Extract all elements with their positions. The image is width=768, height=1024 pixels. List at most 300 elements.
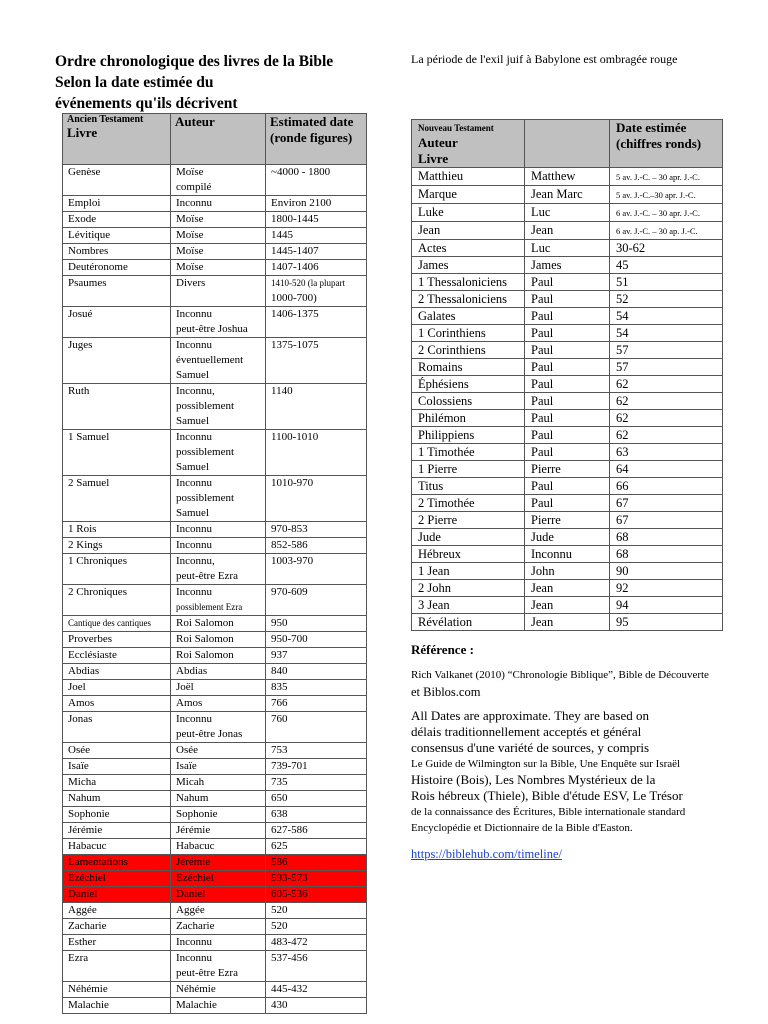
- date-cell: [610, 529, 723, 546]
- date-text: 90: [616, 564, 629, 578]
- date-cell: [266, 196, 367, 212]
- table-row: [63, 260, 367, 276]
- date-cell: [266, 855, 367, 871]
- author-cell: [171, 384, 266, 430]
- book-cell: [63, 998, 171, 1014]
- book-cell: [63, 823, 171, 839]
- table-row: [63, 228, 367, 244]
- book-cell: [412, 427, 525, 444]
- book-text: Proverbes: [68, 633, 112, 645]
- date-text: 1406-1375: [271, 308, 319, 320]
- book-text: Jean: [418, 223, 441, 237]
- book-text: Titus: [418, 479, 444, 493]
- book-text: 2 Samuel: [68, 477, 110, 489]
- date-text: 64: [616, 462, 629, 476]
- date-cell: [266, 338, 367, 384]
- date-cell: [610, 359, 723, 376]
- author-text: possiblement Ezra: [176, 602, 243, 612]
- date-text: 57: [616, 360, 629, 374]
- author-text: Paul: [531, 360, 554, 374]
- notes-line: All Dates are approximate. They are based on: [411, 708, 649, 723]
- author-cell: [171, 212, 266, 228]
- author-text: Inconnu,: [176, 385, 215, 397]
- date-text: 62: [616, 377, 629, 391]
- title-line: événements qu'ils décrivent: [55, 95, 238, 112]
- date-cell: [610, 222, 723, 240]
- author-text: possiblement: [176, 492, 235, 504]
- header-author: [525, 120, 610, 168]
- date-cell: [266, 538, 367, 554]
- book-text: Marque: [418, 187, 457, 201]
- notes-line: Le Guide de Wilmington sur la Bible, Une Enquête sur Israël: [411, 758, 681, 770]
- date-text: 1140: [271, 385, 293, 397]
- book-text: Micha: [68, 776, 97, 788]
- date-cell: [266, 919, 367, 935]
- date-text: 62: [616, 428, 629, 442]
- book-cell: [63, 632, 171, 648]
- author-text: éventuellement: [176, 354, 244, 366]
- table-row: [412, 444, 723, 461]
- date-cell: [266, 244, 367, 260]
- book-cell: [63, 585, 171, 616]
- table-row: [412, 546, 723, 563]
- header-author-label: Auteur: [175, 114, 215, 129]
- date-cell: [610, 168, 723, 186]
- book-text: Luke: [418, 205, 444, 219]
- book-text: 1 Timothée: [418, 445, 475, 459]
- author-text: Paul: [531, 292, 554, 306]
- book-cell: [412, 240, 525, 257]
- book-text: Esther: [68, 936, 97, 948]
- author-text: Paul: [531, 343, 554, 357]
- book-text: Ruth: [68, 385, 90, 397]
- date-cell: [266, 554, 367, 585]
- date-cell: [610, 580, 723, 597]
- table-row: [63, 680, 367, 696]
- table-row: [412, 274, 723, 291]
- author-text: Paul: [531, 309, 554, 323]
- table-row: [63, 648, 367, 664]
- author-cell: [171, 260, 266, 276]
- author-text: Inconnu: [176, 539, 213, 551]
- author-text: Inconnu: [176, 586, 213, 598]
- book-text: Sophonie: [68, 808, 110, 820]
- author-text: Abdias: [176, 665, 208, 677]
- author-text: compilé: [176, 181, 212, 193]
- table-row: [63, 743, 367, 759]
- author-cell: [525, 291, 610, 308]
- date-cell: [266, 743, 367, 759]
- book-cell: [63, 616, 171, 632]
- date-cell: [266, 276, 367, 307]
- book-text: 2 Corinthiens: [418, 343, 486, 357]
- author-cell: [171, 165, 266, 196]
- author-cell: [171, 632, 266, 648]
- table-row: [63, 903, 367, 919]
- book-text: Josué: [68, 308, 93, 320]
- book-text: 2 Thessaloniciens: [418, 292, 507, 306]
- author-text: Zacharie: [176, 920, 215, 932]
- date-cell: [266, 228, 367, 244]
- date-text: 1100-1010: [271, 431, 319, 443]
- author-cell: [171, 823, 266, 839]
- book-text: Jude: [418, 530, 441, 544]
- table-row: [63, 696, 367, 712]
- date-text: 586: [271, 856, 288, 868]
- header-date-label: Date estimée (chiffres ronds): [616, 120, 702, 151]
- date-text: 638: [271, 808, 288, 820]
- date-cell: [266, 951, 367, 982]
- book-text: Jonas: [68, 713, 93, 725]
- book-text: Actes: [418, 241, 447, 255]
- date-cell: [266, 712, 367, 743]
- date-cell: [266, 165, 367, 196]
- book-cell: [63, 538, 171, 554]
- date-text: 54: [616, 309, 629, 323]
- table-row: [412, 512, 723, 529]
- book-cell: [412, 168, 525, 186]
- author-text: Moïse: [176, 166, 204, 178]
- table-row: [412, 529, 723, 546]
- timeline-link[interactable]: https://biblehub.com/timeline/: [411, 847, 563, 861]
- author-cell: [171, 585, 266, 616]
- author-cell: [171, 951, 266, 982]
- date-text: 605-536: [271, 888, 308, 900]
- author-cell: [171, 244, 266, 260]
- date-text: 1407-1406: [271, 261, 319, 273]
- book-cell: [412, 393, 525, 410]
- author-text: Joël: [176, 681, 194, 693]
- table-row: [63, 338, 367, 384]
- author-cell: [525, 393, 610, 410]
- notes-line: consensus d'une variété de sources, y compris: [411, 740, 650, 755]
- date-text: 1375-1075: [271, 339, 319, 351]
- header-date: [266, 114, 367, 165]
- book-cell: [412, 342, 525, 359]
- book-cell: [63, 212, 171, 228]
- date-cell: [610, 342, 723, 359]
- author-text: Aggée: [176, 904, 205, 916]
- header-book: [412, 120, 525, 168]
- date-text: 445-432: [271, 983, 308, 995]
- author-text: Roi Salomon: [176, 633, 234, 645]
- author-text: Divers: [176, 277, 206, 289]
- book-cell: [63, 839, 171, 855]
- date-text: 95: [616, 615, 629, 629]
- book-text: Aggée: [68, 904, 97, 916]
- book-text: 1 Chroniques: [68, 555, 127, 567]
- book-text: Habacuc: [68, 840, 107, 852]
- table-row: [412, 427, 723, 444]
- author-cell: [525, 222, 610, 240]
- date-text: 62: [616, 411, 629, 425]
- date-cell: [610, 410, 723, 427]
- author-text: Inconnu: [531, 547, 572, 561]
- author-text: Paul: [531, 326, 554, 340]
- new-testament-table: [411, 119, 723, 631]
- book-cell: [63, 887, 171, 903]
- title-line: Ordre chronologique des livres de la Bible: [55, 53, 334, 70]
- book-cell: [412, 529, 525, 546]
- book-cell: [412, 308, 525, 325]
- author-cell: [525, 427, 610, 444]
- date-cell: [266, 887, 367, 903]
- table-row: [63, 384, 367, 430]
- reference-heading: Référence :: [411, 642, 474, 657]
- date-cell: [266, 260, 367, 276]
- book-text: Amos: [68, 697, 95, 709]
- author-text: Samuel: [176, 369, 209, 381]
- author-cell: [525, 257, 610, 274]
- author-text: Sophonie: [176, 808, 218, 820]
- author-text: Matthew: [531, 169, 576, 183]
- author-text: Paul: [531, 479, 554, 493]
- date-cell: [266, 632, 367, 648]
- book-text: Lamentations: [68, 856, 128, 868]
- author-cell: [525, 376, 610, 393]
- author-cell: [171, 696, 266, 712]
- author-text: Inconnu: [176, 952, 213, 964]
- date-cell: [610, 563, 723, 580]
- author-text: John: [531, 564, 555, 578]
- author-text: Inconnu: [176, 431, 213, 443]
- citation-line: Rich Valkanet (2010) “Chronologie Biblique”, Bible de Découverte: [411, 669, 709, 681]
- date-text: 67: [616, 496, 629, 510]
- author-cell: [525, 444, 610, 461]
- table-row: [412, 410, 723, 427]
- table-header-row: [412, 120, 723, 168]
- book-text: Osée: [68, 744, 90, 756]
- book-text: Ecclésiaste: [68, 649, 117, 661]
- author-text: Jean: [531, 615, 554, 629]
- date-text: 537-456: [271, 952, 308, 964]
- date-cell: [610, 257, 723, 274]
- author-cell: [171, 228, 266, 244]
- table-row: [412, 325, 723, 342]
- date-text: 57: [616, 343, 629, 357]
- date-cell: [610, 427, 723, 444]
- table-row: [63, 554, 367, 585]
- date-cell: [610, 186, 723, 204]
- author-text: Amos: [176, 697, 203, 709]
- book-text: Psaumes: [68, 277, 107, 289]
- date-cell: [266, 384, 367, 430]
- table-row: [63, 538, 367, 554]
- date-text: ~4000 - 1800: [271, 166, 331, 178]
- notes-line: délais traditionnellement acceptés et général: [411, 724, 642, 739]
- table-row: [63, 982, 367, 998]
- book-text: Ezéchiel: [68, 872, 106, 884]
- author-text: peut-être Jonas: [176, 728, 243, 740]
- date-cell: [266, 585, 367, 616]
- author-text: Inconnu: [176, 339, 213, 351]
- book-cell: [63, 982, 171, 998]
- author-cell: [171, 196, 266, 212]
- table-row: [63, 951, 367, 982]
- date-cell: [266, 807, 367, 823]
- date-text: 735: [271, 776, 288, 788]
- book-cell: [412, 359, 525, 376]
- book-cell: [63, 696, 171, 712]
- book-cell: [63, 775, 171, 791]
- book-cell: [63, 260, 171, 276]
- table-row: [63, 476, 367, 522]
- book-text: Philippiens: [418, 428, 475, 442]
- date-text: 970-853: [271, 523, 308, 535]
- book-text: 1 Thessaloniciens: [418, 275, 507, 289]
- book-cell: [63, 648, 171, 664]
- author-text: Luc: [531, 241, 551, 255]
- author-text: possiblement: [176, 400, 235, 412]
- author-cell: [171, 807, 266, 823]
- book-text: Isaïe: [68, 760, 89, 772]
- date-cell: [266, 430, 367, 476]
- book-cell: [63, 522, 171, 538]
- table-row: [63, 585, 367, 616]
- author-text: Samuel: [176, 507, 209, 519]
- date-text: 520: [271, 920, 288, 932]
- author-cell: [171, 919, 266, 935]
- book-cell: [412, 222, 525, 240]
- author-text: Jean: [531, 581, 554, 595]
- date-text: 51: [616, 275, 629, 289]
- date-text: 950: [271, 617, 288, 629]
- author-text: Moïse: [176, 245, 204, 257]
- date-cell: [266, 680, 367, 696]
- old-testament-table: [62, 113, 367, 1014]
- author-cell: [525, 461, 610, 478]
- author-text: Jean: [531, 598, 554, 612]
- table-row: [63, 839, 367, 855]
- book-cell: [63, 791, 171, 807]
- table-row: [412, 257, 723, 274]
- author-text: Inconnu: [176, 713, 213, 725]
- book-cell: [63, 807, 171, 823]
- table-row: [63, 775, 367, 791]
- author-cell: [171, 522, 266, 538]
- reference-notes: [411, 708, 756, 836]
- table-row: [412, 186, 723, 204]
- header-book: [63, 114, 171, 165]
- book-cell: [63, 196, 171, 212]
- book-text: 1 Rois: [68, 523, 97, 535]
- author-text: peut-être Ezra: [176, 570, 238, 582]
- date-text: 835: [271, 681, 288, 693]
- book-cell: [412, 291, 525, 308]
- date-cell: [610, 291, 723, 308]
- date-cell: [610, 546, 723, 563]
- book-cell: [63, 430, 171, 476]
- date-text: 520: [271, 904, 288, 916]
- notes-line: Rois hébreux (Thiele), Bible d'étude ESV, Le Trésor: [411, 788, 683, 803]
- table-row: [63, 165, 367, 196]
- author-cell: [171, 759, 266, 775]
- book-text: 1 Jean: [418, 564, 450, 578]
- author-text: Jérémie: [176, 856, 211, 868]
- book-cell: [412, 204, 525, 222]
- book-text: Emploi: [68, 197, 101, 209]
- author-text: Ezéchiel: [176, 872, 214, 884]
- author-text: Moïse: [176, 261, 204, 273]
- date-cell: [266, 212, 367, 228]
- author-cell: [171, 855, 266, 871]
- date-text: 66: [616, 479, 629, 493]
- table-row: [412, 393, 723, 410]
- notes-line: Histoire (Bois), Les Nombres Mystérieux de la: [411, 772, 656, 787]
- author-cell: [525, 308, 610, 325]
- author-text: Inconnu: [176, 197, 213, 209]
- author-cell: [171, 775, 266, 791]
- date-text: 937: [271, 649, 288, 661]
- book-text: Néhémie: [68, 983, 108, 995]
- book-text: Éphésiens: [418, 377, 469, 391]
- date-text: 950-700: [271, 633, 308, 645]
- book-cell: [412, 563, 525, 580]
- book-text: Jérémie: [68, 824, 103, 836]
- book-cell: [63, 664, 171, 680]
- book-text: Exode: [68, 213, 97, 225]
- book-text: Malachie: [68, 999, 109, 1011]
- table-row: [412, 168, 723, 186]
- author-cell: [171, 554, 266, 585]
- header-author: [171, 114, 266, 165]
- author-text: Jérémie: [176, 824, 211, 836]
- book-cell: [63, 919, 171, 935]
- author-text: Pierre: [531, 462, 561, 476]
- table-row: [412, 376, 723, 393]
- date-cell: [266, 903, 367, 919]
- date-text: 593-573: [271, 872, 308, 884]
- author-cell: [525, 274, 610, 291]
- author-cell: [171, 538, 266, 554]
- header-book-label: Livre: [67, 125, 98, 140]
- date-cell: [610, 478, 723, 495]
- table-row: [63, 807, 367, 823]
- date-text: 68: [616, 547, 629, 561]
- book-text: Révélation: [418, 615, 473, 629]
- date-cell: [266, 823, 367, 839]
- header-book-label: Livre: [418, 151, 449, 166]
- date-text: 45: [616, 258, 629, 272]
- date-text: 1003-970: [271, 555, 314, 567]
- book-text: 2 Kings: [68, 539, 103, 551]
- book-text: Lévitique: [68, 229, 111, 241]
- date-text: 92: [616, 581, 629, 595]
- author-text: Paul: [531, 394, 554, 408]
- book-cell: [412, 376, 525, 393]
- author-cell: [171, 998, 266, 1014]
- book-cell: [412, 597, 525, 614]
- author-cell: [525, 495, 610, 512]
- table-row: [412, 563, 723, 580]
- table-row: [63, 823, 367, 839]
- date-text: 739-701: [271, 760, 308, 772]
- date-text: 5 av. J.-C. – 30 apr. J.-C.: [616, 172, 700, 182]
- table-row: [63, 244, 367, 260]
- book-cell: [412, 444, 525, 461]
- date-text: 52: [616, 292, 629, 306]
- date-text: 852-586: [271, 539, 308, 551]
- book-cell: [63, 165, 171, 196]
- author-text: Inconnu: [176, 477, 213, 489]
- date-cell: [266, 935, 367, 951]
- author-cell: [525, 512, 610, 529]
- book-text: Abdias: [68, 665, 100, 677]
- book-text: 2 Timothée: [418, 496, 475, 510]
- author-text: Nahum: [176, 792, 209, 804]
- book-cell: [412, 274, 525, 291]
- date-cell: [266, 307, 367, 338]
